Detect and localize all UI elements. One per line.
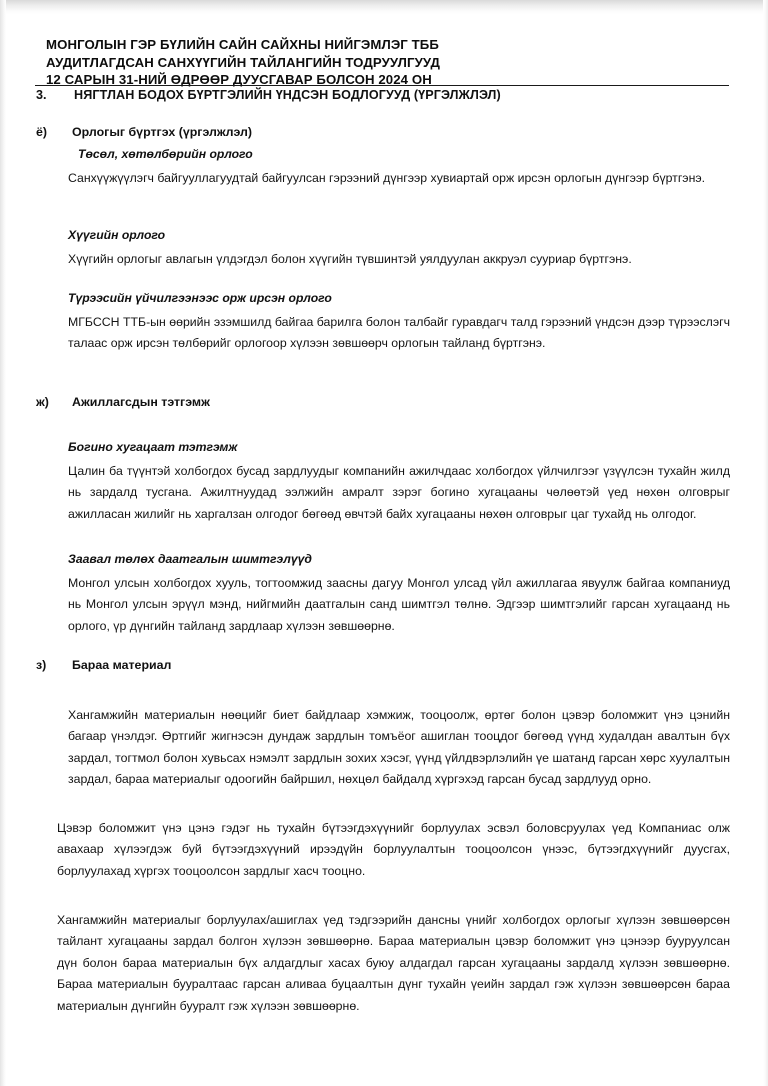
page-title: НЯГТЛАН БОДОХ БҮРТГЭЛИЙН ҮНДСЭН БОДЛОГУУД (ҮРГЭЛЖЛЭЛ) <box>74 88 501 102</box>
subsection-zh-label: Ажиллагсдын тэтгэмж <box>72 395 210 409</box>
topic-body-project-income: Санхүүжүүлэгч байгууллагуудтай байгуулсан гэрээний дүнгээр хувиартай орж ирсэн орлогын дүнгээр бүртгэнэ. <box>68 171 706 185</box>
subsection-zh-marker: ж) <box>36 395 49 409</box>
subsection-yo-heading <box>36 125 736 139</box>
header-line-period: 12 САРЫН 31-НИЙ ӨДРӨӨР ДУУСГАВАР БОЛСОН 2024 ОН <box>46 72 432 87</box>
subsection-z-heading <box>36 658 736 672</box>
scan-edge-right <box>763 0 768 1086</box>
header-divider <box>35 85 729 86</box>
header-line-report-title: АУДИТЛАГДСАН САНХҮҮГИЙН ТАЙЛАНГИЙН ТОДРУУЛГУУД <box>46 54 441 70</box>
topic-body-interest-income: Хүүгийн орлогыг авлагын үлдэгдэл болон хүүгийн түвшинтэй уялдуулан аккруэл сууриар бүртгэнэ. <box>68 252 632 266</box>
section-number: 3. <box>36 88 47 102</box>
topic-body-rental-income: МГБССН ТТБ-ын өөрийн эзэмшилд байгаа барилга болон талбайг гуравдагч талд гэрээний үндсэн дээр түрээслэгч талаас орж ирсэн төлбөрийг орлогоор хүлээн зөвшөөрч орлогын тайланд бүртгэнэ. <box>68 315 730 351</box>
subsection-z-label: Бараа материал <box>72 658 172 672</box>
subsection-z-paragraph-2: Цэвэр боломжит үнэ цэнэ гэдэг нь тухайн бүтээгдэхүүнийг борлуулах эсвэл боловсруулах үед Компаниас олж авахаар хүлээгдэж буй бүтээгдэхүүний ирээдүйн борлуулалтын тооцоолсон үнээс, бүтээгдхүүнийг дуусгах, борлуулахад хүргэх тооцоолсон зардлыг хасч тооцно. <box>57 821 730 878</box>
topic-body-short-term-benefits: Цалин ба түүнтэй холбогдох бусад зардлуудыг компанийн ажилчдаас холбогдох үйлчилгээг үзүүлсэн тухайн жилд нь зардалд тусгана. Ажилтнуудад ээлжийн амралт зэрэг богино хугацааны чөлөөтэй үед нөхөн олговрыг ажилласан жилийг нь харгалзан олгодог бөгөөд өвчтэй байх хугацааны нөхөн олговрыг цаг тухайд нь олгодог. <box>68 464 730 521</box>
topic-heading-project-income: Төсөл, хөтөлбөрийн орлого <box>78 147 253 161</box>
topic-heading-short-term-benefits: Богино хугацаат тэтгэмж <box>68 440 238 454</box>
scan-edge-left <box>0 0 6 1086</box>
subsection-zh-heading <box>36 395 736 409</box>
topic-heading-mandatory-insurance: Заавал төлөх даатгалын шимтгэлүүд <box>68 552 312 566</box>
subsection-yo-marker: ё) <box>36 125 48 139</box>
subsection-z-marker: з) <box>36 658 47 672</box>
subsection-z-paragraph-3: Хангамжийн материалыг борлуулах/ашиглах үед тэдгээрийн дансны үнийг холбогдох орлогыг хүлээн зөвшөөрсөн тайлант хугацааны зардал болгон хүлээн зөвшөөрнө. Бараа материалын цэвэр боломжит үнэ цэнээр бууруулсан дүн болон бараа материалын бүх алдагдлыг хасах буюу алдагдал гарсан хугацааны зардалд хүлээн зөвшөөрнө. Бараа материалын бууралтаас гарсан аливаа буцаалтын дүнг тухайн үеийн зардал гэж хүлээн зөвшөөрсөн бараа материалын дүнгийн бууралт гэж хүлээн зөвшөөрнө. <box>57 913 730 1013</box>
header-line-organization: МОНГОЛЫН ГЭР БҮЛИЙН САЙН САЙХНЫ НИЙГЭМЛЭГ ТББ <box>46 37 439 52</box>
subsection-z-paragraph-1: Хангамжийн материалын нөөцийг биет байдлаар хэмжиж, тооцоолж, өртөг болон цэвэр боломжит үнэ цэнийн багаар үнэлдэг. Өртгийг жигнэсэн дундаж зардлын томъёог ашиглан тооцдог бөгөөд үүнд худалдан авалтын бүх зардал, тогтмол болон хувьсах нэмэлт зардлын зохих хэсэг, үүнд үйлдвэрлэлийн үе шатанд гарсан хөрс хуулалтын зардал, бараа материалыг одоогийн байршил, нөхцөл байдалд хүргэхэд гарсан бусад зардлууд орно. <box>68 708 730 787</box>
scan-edge-top <box>0 0 768 14</box>
subsection-yo-label: Орлогыг бүртгэх (үргэлжлэл) <box>72 125 253 139</box>
topic-body-mandatory-insurance: Монгол улсын холбогдох хууль, тогтоомжид заасны дагуу Монгол улсад үйл ажиллагаа явуулж байгаа компаниуд нь Монгол улсын эрүүл мэнд, нийгмийн даатгалын санд шимтгэл төлнө. Эдгээр шимтгэлийг гарсан хугацаанд нь орлого, үр дүнгийн тайланд зардлаар хүлээн зөвшөөрнө. <box>68 576 730 633</box>
document-header <box>46 36 736 89</box>
topic-heading-interest-income: Хүүгийн орлого <box>68 228 166 242</box>
topic-heading-rental-income: Түрээсийн үйчилгээнээс орж ирсэн орлого <box>68 291 332 305</box>
section-heading <box>36 88 736 102</box>
